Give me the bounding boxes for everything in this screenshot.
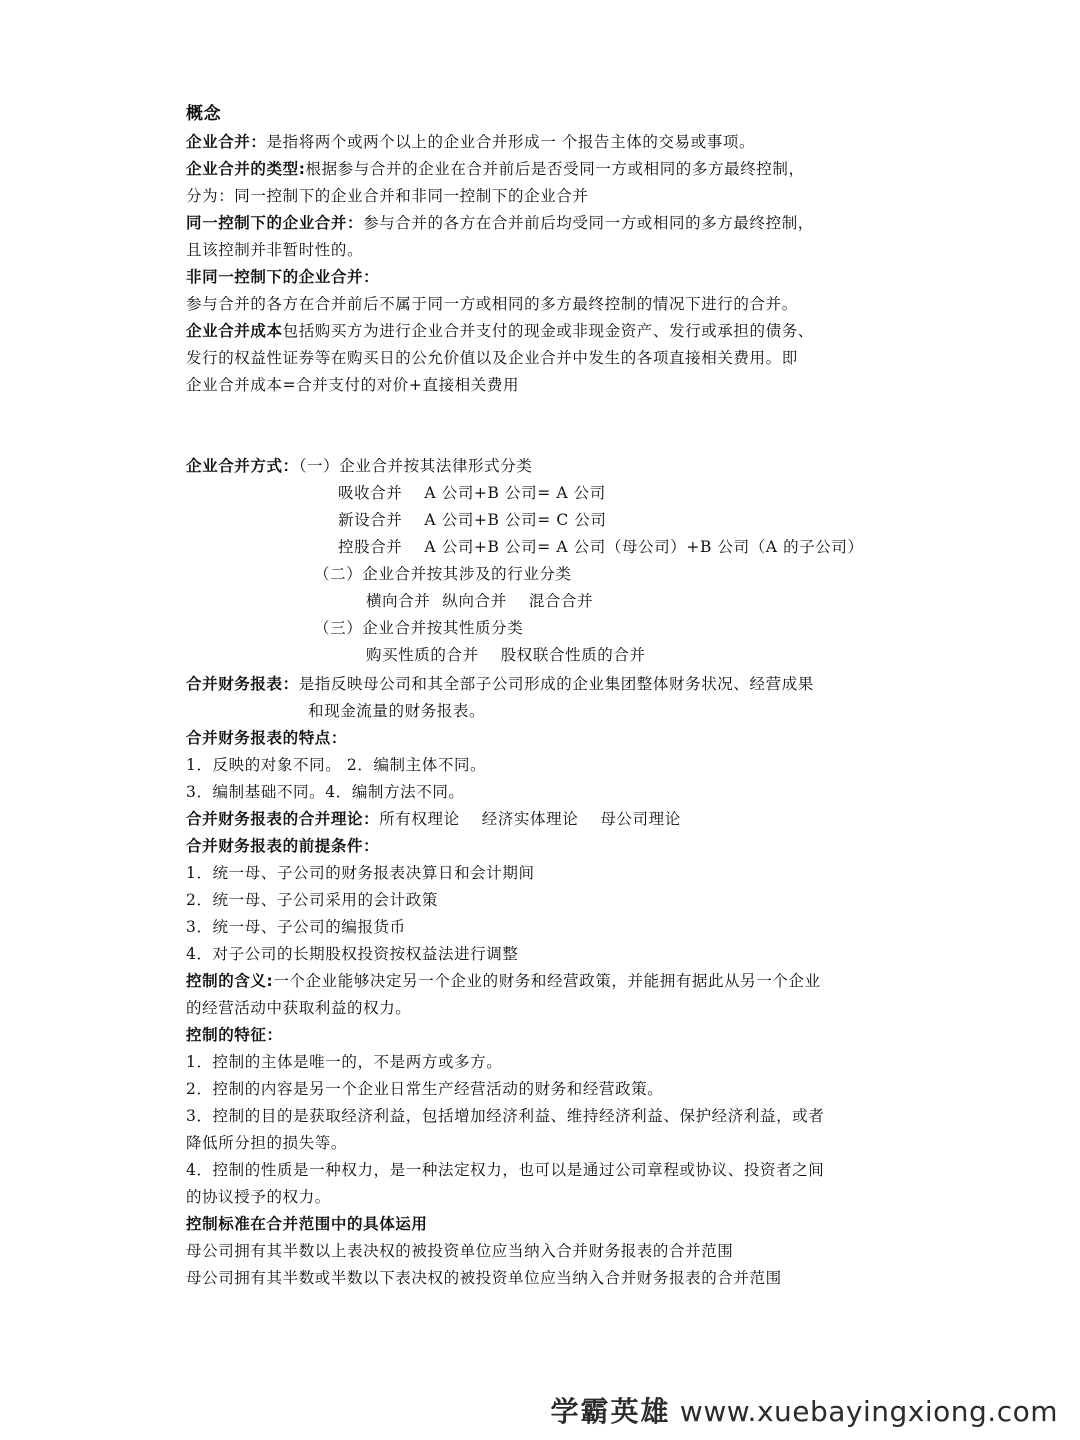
consolidated-def	[186, 674, 814, 694]
methods-cat2: （二）企业合并按其涉及的行业分类	[314, 565, 572, 583]
def-types-text2: 分为：同一控制下的企业合并和非同一控制下的企业合并	[186, 187, 589, 205]
method-holding-name: 控股合并	[338, 538, 403, 556]
control-def-label: 控制的含义:	[186, 972, 274, 990]
methods-cat3: （三）企业合并按其性质分类	[314, 619, 524, 637]
def-same-text: 参与合并的各方在合并前后均受同一方或相同的多方最终控制，	[363, 214, 814, 232]
methods-cat1: （一）企业合并按其法律形式分类	[298, 457, 533, 475]
method-holding-formula: A 公司+B 公司= A 公司（母公司）+B 公司（A 的子公司）	[424, 538, 864, 556]
features-line2: 3．编制基础不同。4．编制方法不同。	[186, 783, 465, 801]
def-same-text2: 且该控制并非暂时性的。	[186, 241, 364, 259]
cat2-item: 横向合并	[366, 592, 431, 610]
prereq-item: 3．统一母、子公司的编报货币	[186, 918, 406, 936]
features-line1: 1．反映的对象不同。 2．编制主体不同。	[186, 756, 487, 774]
section-heading: 概念	[186, 104, 222, 124]
cat2-item: 混合合并	[528, 592, 594, 610]
method-absorb-name: 吸收合并	[338, 484, 403, 502]
methods-cat3-items	[366, 645, 646, 665]
def-merger-text: 是指将两个或两个以上的企业合并形成一 个报告主体的交易或事项。	[266, 133, 756, 151]
def-cost-text2: 发行的权益性证券等在购买日的公允价值以及企业合并中发生的各项直接相关费用。即	[186, 349, 798, 367]
theory-item: 经济实体理论	[481, 810, 579, 828]
cat3-item: 购买性质的合并	[366, 646, 479, 664]
prereq-item: 2．统一母、子公司采用的会计政策	[186, 891, 438, 909]
def-cost-label: 企业合并成本	[186, 322, 283, 340]
def-same	[186, 213, 814, 233]
method-absorb	[338, 483, 606, 503]
watermark-url: www.xuebayingxiong.com	[679, 1395, 1058, 1428]
def-merger	[186, 132, 755, 152]
method-newset-formula: A 公司+B 公司= C 公司	[424, 511, 607, 529]
def-cost-text3: 企业合并成本=合并支付的对价+直接相关费用	[186, 376, 520, 394]
watermark	[551, 1390, 1059, 1430]
theory-item: 所有权理论	[379, 810, 460, 828]
def-types-text: 根据参与合并的企业在合并前后是否受同一方或相同的多方最终控制，	[305, 160, 805, 178]
prereq-item: 1．统一母、子公司的财务报表决算日和会计期间	[186, 864, 535, 882]
theory-label: 合并财务报表的合并理论：	[186, 810, 380, 828]
def-diff-text: 参与合并的各方在合并前后不属于同一方或相同的多方最终控制的情况下进行的合并。	[186, 295, 798, 313]
def-types	[186, 159, 805, 179]
prereq-item: 4．对子公司的长期股权投资按权益法进行调整	[186, 945, 519, 963]
def-types-label: 企业合并的类型:	[186, 160, 306, 178]
control-feat-l4: 4．控制的性质是一种权力，是一种法定权力，也可以是通过公司章程或协议、投资者之间	[186, 1161, 825, 1179]
def-cost-text: 包括购买方为进行企业合并支付的现金或非现金资产、发行或承担的债务、	[282, 322, 814, 340]
method-newset-name: 新设合并	[338, 511, 403, 529]
control-def-text2: 的经营活动中获取利益的权力。	[186, 999, 412, 1017]
control-feat-l3: 3．控制的目的是获取经济利益，包括增加经济利益、维持经济利益、保护经济利益，或者	[186, 1107, 825, 1125]
def-cost	[186, 321, 814, 341]
scope-l2: 母公司拥有其半数或半数以下表决权的被投资单位应当纳入合并财务报表的合并范围	[186, 1269, 782, 1287]
def-same-label: 同一控制下的企业合并：	[186, 214, 364, 232]
control-feat-l2: 2．控制的内容是另一个企业日常生产经营活动的财务和经营政策。	[186, 1080, 664, 1098]
prereq-label: 合并财务报表的前提条件：	[186, 837, 380, 855]
scope-label: 控制标准在合并范围中的具体运用	[186, 1215, 428, 1233]
def-merger-label: 企业合并：	[186, 133, 267, 151]
scope-l1: 母公司拥有其半数以上表决权的被投资单位应当纳入合并财务报表的合并范围	[186, 1242, 734, 1260]
cat2-item: 纵向合并	[442, 592, 507, 610]
consolidated-label: 合并财务报表：	[186, 675, 299, 693]
def-diff-label: 非同一控制下的企业合并：	[186, 268, 380, 286]
control-feat-l4b: 的协议授予的权力。	[186, 1188, 331, 1206]
cat3-item: 股权联合性质的合并	[500, 646, 646, 664]
theory	[186, 809, 681, 829]
methods-header	[186, 456, 532, 476]
method-holding	[338, 537, 864, 557]
control-def-text: 一个企业能够决定另一个企业的财务和经营政策，并能拥有据此从另一个企业	[273, 972, 821, 990]
method-newset	[338, 510, 607, 530]
theory-item: 母公司理论	[600, 810, 681, 828]
features-label: 合并财务报表的特点：	[186, 729, 348, 747]
method-absorb-formula: A 公司+B 公司= A 公司	[424, 484, 606, 502]
control-def	[186, 971, 821, 991]
methods-cat2-items	[366, 591, 593, 611]
consolidated-text: 是指反映母公司和其全部子公司形成的企业集团整体财务状况、经营成果	[298, 675, 814, 693]
watermark-brand: 学霸英雄	[550, 1395, 671, 1428]
methods-label: 企业合并方式：	[186, 457, 299, 475]
control-feat-l1: 1．控制的主体是唯一的，不是两方或多方。	[186, 1053, 503, 1071]
control-feat-label: 控制的特征：	[186, 1026, 283, 1044]
control-feat-l3b: 降低所分担的损失等。	[186, 1134, 348, 1152]
consolidated-text2: 和现金流量的财务报表。	[308, 702, 486, 720]
